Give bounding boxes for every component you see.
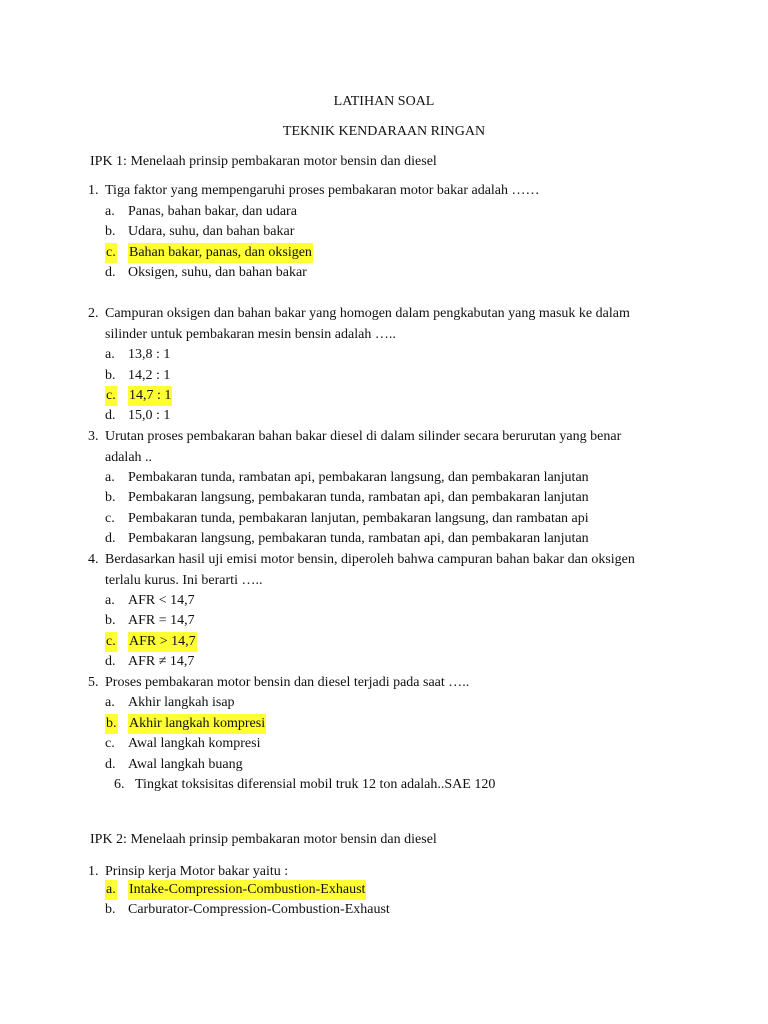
- question-number: 5.: [88, 675, 99, 690]
- option-letter: d.: [105, 654, 116, 669]
- option-letter: b.: [105, 224, 116, 239]
- option-letter: d.: [105, 531, 116, 546]
- option-letter: d.: [105, 265, 116, 280]
- question-text: Tiga faktor yang mempengaruhi proses pembakaran motor bakar adalah ……: [105, 183, 540, 198]
- question-number: 1.: [88, 864, 99, 879]
- question-text: Tingkat toksisitas diferensial mobil truk 12 ton adalah..SAE 120: [135, 777, 496, 792]
- option-letter: b.: [105, 613, 116, 628]
- document-subtitle: TEKNIK KENDARAAN RINGAN: [282, 124, 486, 139]
- correct-answer-highlight: AFR > 14,7: [128, 632, 197, 652]
- document-title: LATIHAN SOAL: [333, 94, 435, 109]
- option-text: Pembakaran tunda, rambatan api, pembakaran langsung, dan pembakaran lanjutan: [128, 470, 589, 485]
- question-text: Berdasarkan hasil uji emisi motor bensin, diperoleh bahwa campuran bahan bakar dan oksigen: [105, 552, 635, 567]
- question-number: 6.: [114, 777, 125, 792]
- option-text: Pembakaran langsung, pembakaran tunda, rambatan api, dan pembakaran lanjutan: [128, 490, 589, 505]
- option-text: Akhir langkah isap: [128, 695, 235, 710]
- option-letter: b.: [105, 902, 116, 917]
- option-letter: a.: [105, 347, 115, 362]
- question-text: Urutan proses pembakaran bahan bakar diesel di dalam silinder secara berurutan yang benar: [105, 429, 622, 444]
- option-letter-highlighted: c.: [105, 243, 117, 263]
- option-letter-highlighted: a.: [105, 880, 117, 900]
- option-letter-highlighted: c.: [105, 386, 117, 406]
- question-text: Proses pembakaran motor bensin dan diesel terjadi pada saat …..: [105, 675, 470, 690]
- option-letter: b.: [105, 490, 116, 505]
- option-letter-highlighted: b.: [105, 714, 118, 734]
- option-text: Panas, bahan bakar, dan udara: [128, 204, 297, 219]
- option-letter: c.: [105, 736, 115, 751]
- correct-answer-highlight: 14,7 : 1: [128, 386, 172, 406]
- question-number: 2.: [88, 306, 99, 321]
- correct-answer-highlight: Akhir langkah kompresi: [128, 714, 266, 734]
- option-letter: c.: [105, 511, 115, 526]
- option-letter: d.: [105, 757, 116, 772]
- option-text: Carburator-Compression-Combustion-Exhaust: [128, 902, 390, 917]
- option-text: AFR = 14,7: [128, 613, 195, 628]
- correct-answer-highlight: Intake-Compression-Combustion-Exhaust: [128, 880, 366, 900]
- option-letter: b.: [105, 368, 116, 383]
- question-text: adalah ..: [105, 450, 153, 465]
- option-text: Awal langkah buang: [128, 757, 243, 772]
- question-number: 1.: [88, 183, 99, 198]
- option-letter: a.: [105, 470, 115, 485]
- section-1-heading: IPK 1: Menelaah prinsip pembakaran motor bensin dan diesel: [90, 154, 437, 169]
- question-number: 4.: [88, 552, 99, 567]
- question-number: 3.: [88, 429, 99, 444]
- option-letter: a.: [105, 593, 115, 608]
- option-text: 15,0 : 1: [128, 408, 171, 423]
- question-text: Campuran oksigen dan bahan bakar yang homogen dalam pengkabutan yang masuk ke dalam: [105, 306, 630, 321]
- option-text: Pembakaran langsung, pembakaran tunda, rambatan api, dan pembakaran lanjutan: [128, 531, 589, 546]
- option-text: Awal langkah kompresi: [128, 736, 261, 751]
- option-text: Udara, suhu, dan bahan bakar: [128, 224, 295, 239]
- question-text: silinder untuk pembakaran mesin bensin adalah …..: [105, 327, 396, 342]
- option-letter: a.: [105, 204, 115, 219]
- option-text: 14,2 : 1: [128, 368, 171, 383]
- option-text: Oksigen, suhu, dan bahan bakar: [128, 265, 307, 280]
- option-text: AFR ≠ 14,7: [128, 654, 195, 669]
- option-text: 13,8 : 1: [128, 347, 171, 362]
- question-text: Prinsip kerja Motor bakar yaitu :: [105, 864, 289, 879]
- section-2-heading: IPK 2: Menelaah prinsip pembakaran motor bensin dan diesel: [90, 832, 437, 847]
- question-text: terlalu kurus. Ini berarti …..: [105, 573, 263, 588]
- correct-answer-highlight: Bahan bakar, panas, dan oksigen: [128, 243, 313, 263]
- option-text: AFR < 14,7: [128, 593, 195, 608]
- option-letter-highlighted: c.: [105, 632, 117, 652]
- option-letter: a.: [105, 695, 115, 710]
- option-text: Pembakaran tunda, pembakaran lanjutan, pembakaran langsung, dan rambatan api: [128, 511, 589, 526]
- option-letter: d.: [105, 408, 116, 423]
